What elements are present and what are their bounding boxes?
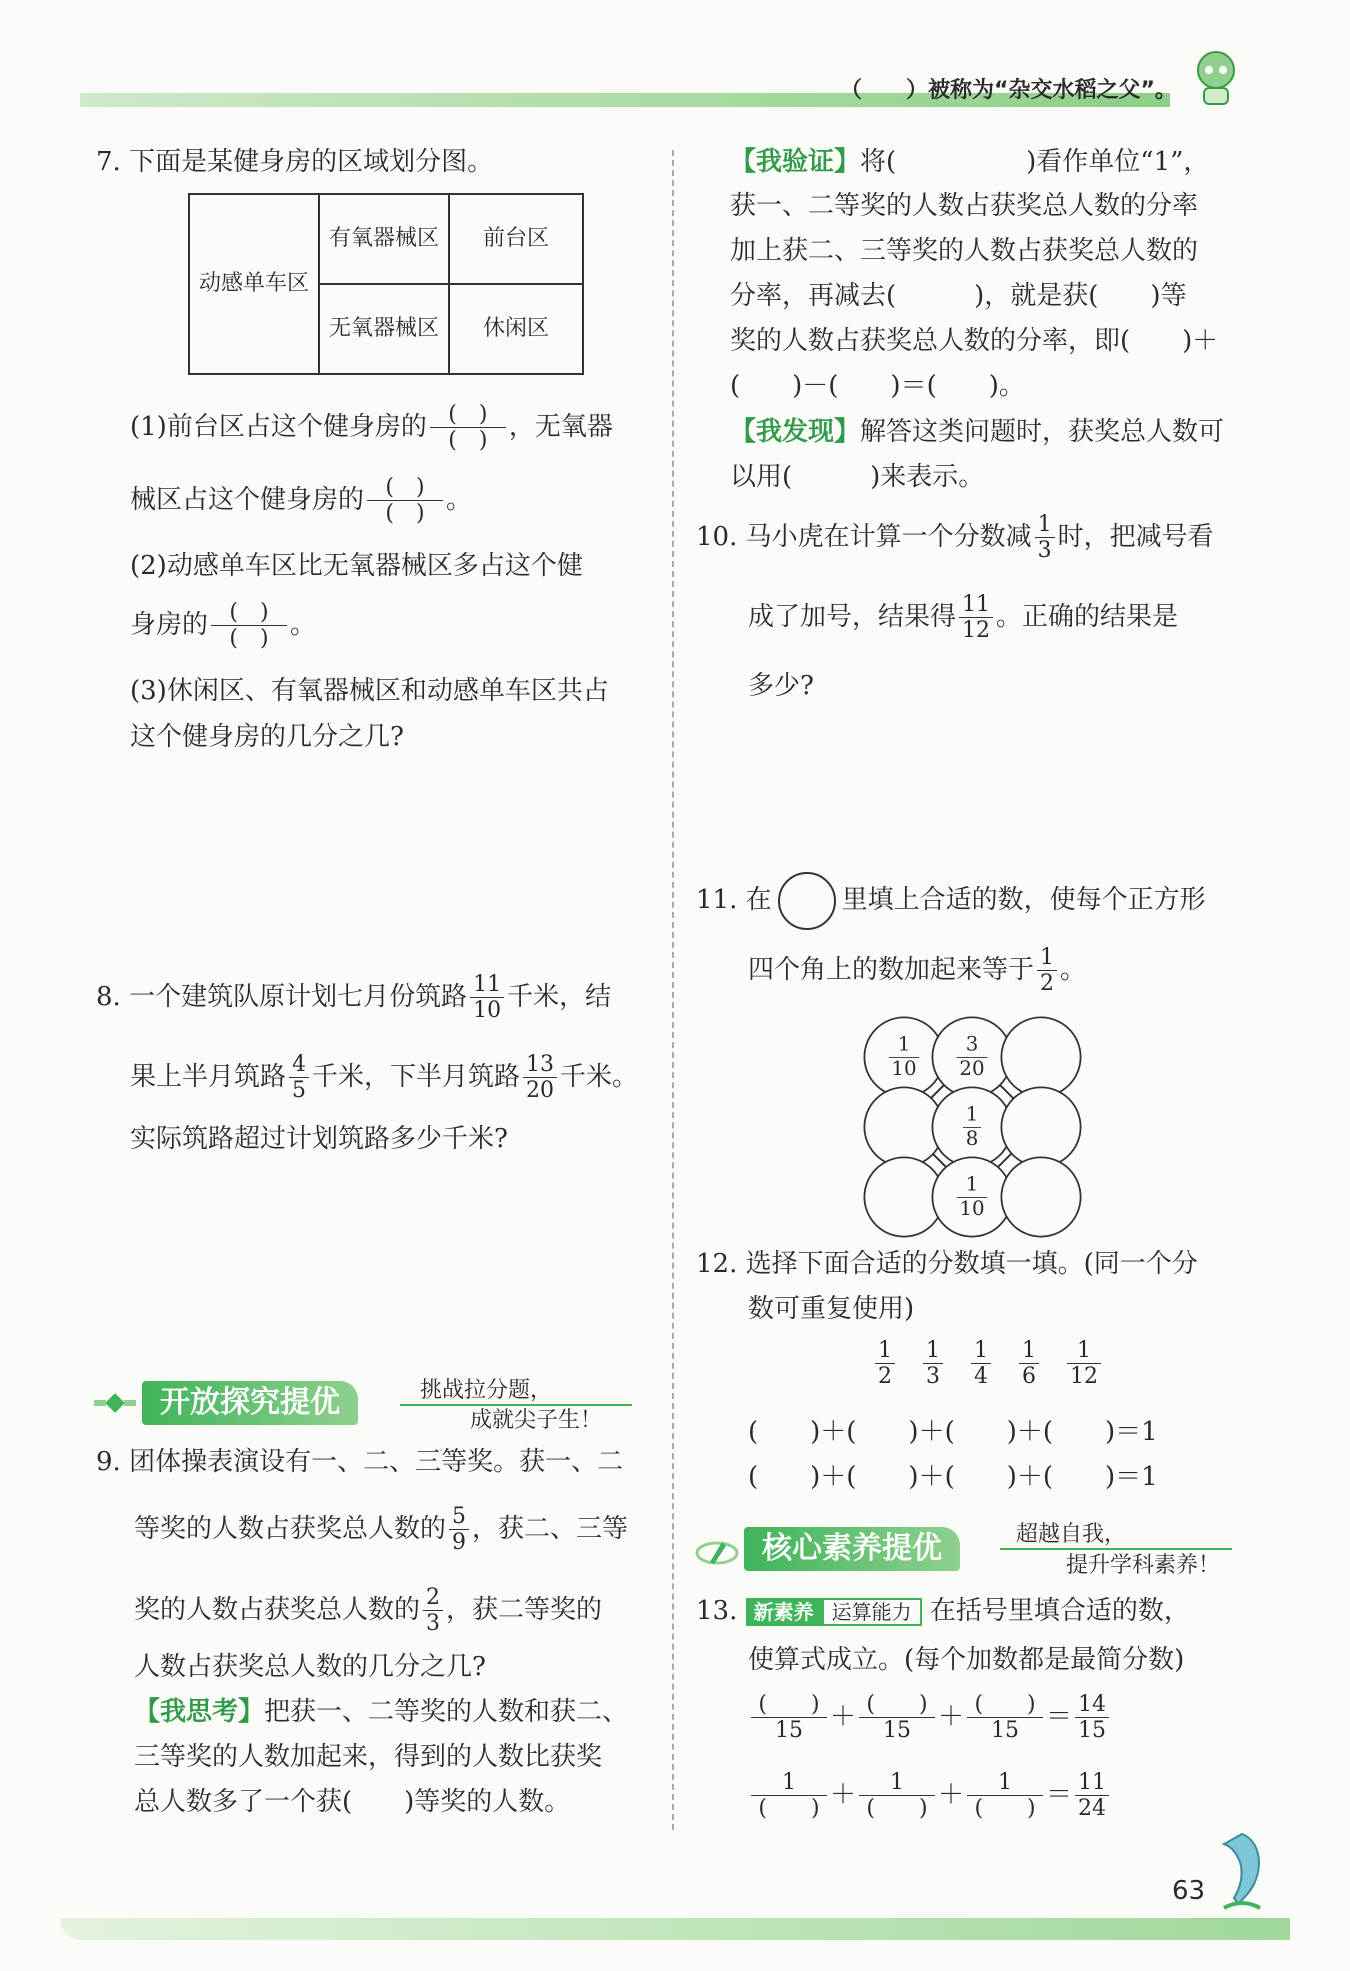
q12-equation1[interactable]: ( )＋( )＋( )＋( )＝1: [748, 1417, 1158, 1447]
rocket-icon: [694, 1530, 740, 1576]
discover-line1: 【我发现】解答这类问题时，获奖总人数可: [730, 417, 1225, 447]
verify-line2: 获一、二等奖的人数占获奖总人数的分率: [730, 191, 1199, 221]
zone-front-desk: 前台区: [449, 194, 583, 284]
q9-line1: 9. 团体操表演设有一、二、三等奖。获一、二: [96, 1447, 624, 1477]
q13-line2: 使算式成立。(每个加数都是最简分数): [748, 1645, 1185, 1675]
q8-line1: 8. 一个建筑队原计划七月份筑路 $\frac{11}{10}$ 千米，结: [96, 972, 612, 1024]
option-fraction: $\frac{1}{12}$: [1067, 1338, 1101, 1390]
satellite-icon: [92, 1380, 138, 1426]
think-tag: 【我思考】: [134, 1697, 265, 1727]
node-bottom-middle: $\frac{1}{10}$: [932, 1157, 1013, 1238]
page-number: 63: [1172, 1876, 1206, 1906]
q7-title: 7. 下面是某健身房的区域划分图。: [96, 147, 494, 177]
option-fraction: $\frac{1}{2}$: [875, 1338, 895, 1390]
q7-part3-line2: 这个健身房的几分之几?: [130, 722, 404, 752]
q7-part2-line2: 身房的 $\frac{( )}{( )}$ 。: [130, 600, 317, 652]
q9-think-line3: 总人数多了一个获( )等奖的人数。: [134, 1787, 571, 1817]
banner2-slogan2: 提升学科素养！: [1066, 1553, 1221, 1578]
banner2-underline: [1000, 1548, 1232, 1550]
q8-line2: 果上半月筑路 $\frac{4}{5}$ 千米，下半月筑路 $\frac{13}{20}$ 千米。: [130, 1052, 639, 1104]
node-top-left: $\frac{1}{10}$: [864, 1017, 945, 1098]
q11-line1: 11. 在 里填上合适的数，使每个正方形: [696, 872, 1206, 930]
q9-line2: 等奖的人数占获奖总人数的 $\frac{5}{9}$ ，获二、三等: [134, 1504, 629, 1556]
verify-line5: 奖的人数占获奖总人数的分率，即( )＋: [730, 326, 1219, 356]
node-bottom-right-empty[interactable]: [1001, 1157, 1082, 1238]
zone-anaerobic: 无氧器械区: [319, 284, 449, 374]
q8-line3: 实际筑路超过计划筑路多少千米?: [130, 1124, 508, 1154]
q7-part1-line2: 械区占这个健身房的 $\frac{( )}{( )}$ 。: [130, 475, 473, 527]
verify-line4: 分率，再减去( )，就是获( )等: [730, 281, 1187, 311]
node-middle-right-empty[interactable]: [1001, 1087, 1082, 1168]
q9-think-line2: 三等奖的人数加起来，得到的人数比获奖: [134, 1742, 603, 1772]
q13-equation1[interactable]: $\frac{( )}{15}$ ＋ $\frac{( )}{15}$ ＋ $\frac{( )}{15}$ ＝ $\frac{14}{15}$: [748, 1692, 1112, 1744]
column-divider: [672, 150, 674, 1830]
node-top-right-empty[interactable]: [1001, 1017, 1082, 1098]
q7-part3-line1: (3)休闲区、有氧器械区和动感单车区共占: [130, 676, 609, 706]
banner1-slogan1: 挑战拉分题，: [420, 1378, 553, 1403]
q12-line2: 数可重复使用): [748, 1294, 915, 1324]
verify-tag: 【我验证】: [730, 147, 861, 177]
q12-line1: 12. 选择下面合适的分数填一填。(同一个分: [696, 1249, 1198, 1279]
section-banner-core-literacy: 核心素养提优: [744, 1527, 960, 1571]
empty-circle-icon: [778, 872, 836, 930]
q12-options: [872, 1338, 1104, 1390]
q10-line3: 多少?: [748, 671, 814, 701]
option-fraction: $\frac{1}{6}$: [1019, 1338, 1039, 1390]
header-tip: （ ）被称为“杂交水稻之父”。: [840, 78, 1177, 103]
banner1-slogan2: 成就尖子生！: [470, 1408, 603, 1433]
answer-fraction-blank[interactable]: $\frac{( )}{( )}$: [211, 600, 287, 652]
zone-leisure: 休闲区: [449, 284, 583, 374]
verify-line6: ( )－( )＝( )。: [730, 371, 1025, 401]
robot-mascot-icon: [1192, 48, 1240, 106]
operation-ability-tag: 运算能力: [822, 1598, 922, 1626]
section-banner-open-inquiry: 开放探究提优: [142, 1381, 358, 1425]
q12-equation2[interactable]: ( )＋( )＋( )＋( )＝1: [748, 1462, 1158, 1492]
discover-line2: 以用( )来表示。: [730, 462, 985, 492]
footer-band: [60, 1918, 1290, 1940]
gym-floor-plan: [188, 193, 584, 375]
option-fraction: $\frac{1}{4}$: [971, 1338, 991, 1390]
q9-line4: 人数占获奖总人数的几分之几?: [134, 1652, 486, 1682]
option-fraction: $\frac{1}{3}$: [923, 1338, 943, 1390]
verify-line3: 加上获二、三等奖的人数占获奖总人数的: [730, 236, 1199, 266]
answer-fraction-blank[interactable]: $\frac{( )}{( )}$: [367, 475, 443, 527]
discover-tag: 【我发现】: [730, 417, 861, 447]
q7-part2-line1: (2)动感单车区比无氧器械区多占这个健: [130, 551, 583, 581]
verify-line1: 【我验证】将( )看作单位“1”，: [730, 147, 1210, 177]
new-literacy-tag: 新素养: [746, 1598, 822, 1626]
q13-equation2[interactable]: $\frac{1}{( )}$ ＋ $\frac{1}{( )}$ ＋ $\frac{1}{( )}$ ＝ $\frac{11}{24}$: [748, 1770, 1112, 1822]
zone-cycling: 动感单车区: [189, 194, 319, 374]
q11-line2: 四个角上的数加起来等于 $\frac{1}{2}$ 。: [748, 945, 1087, 997]
q9-think-line1: 【我思考】把获一、二等奖的人数和获二、: [134, 1697, 629, 1727]
node-center: $\frac{1}{8}$: [932, 1087, 1013, 1168]
q7-part1-line1: (1)前台区占这个健身房的 $\frac{( )}{( )}$ ，无氧器: [130, 402, 613, 454]
node-top-middle: $\frac{3}{20}$: [932, 1017, 1013, 1098]
banner2-slogan1: 超越自我，: [1016, 1522, 1127, 1547]
q13-line1: 13. 新素养 运算能力 在括号里填合适的数，: [696, 1596, 1190, 1626]
zone-aerobic: 有氧器械区: [319, 194, 449, 284]
dolphin-icon: [1214, 1828, 1270, 1914]
square-circle-diagram: [862, 1015, 1082, 1235]
q9-line3: 奖的人数占获奖总人数的 $\frac{2}{3}$ ，获二等奖的: [134, 1585, 603, 1637]
q10-line1: 10. 马小虎在计算一个分数减 $\frac{1}{3}$ 时，把减号看: [696, 512, 1214, 564]
banner1-underline: [400, 1404, 632, 1406]
q10-line2: 成了加号，结果得 $\frac{11}{12}$ 。正确的结果是: [748, 592, 1179, 644]
answer-fraction-blank[interactable]: $\frac{( )}{( )}$: [430, 402, 506, 454]
